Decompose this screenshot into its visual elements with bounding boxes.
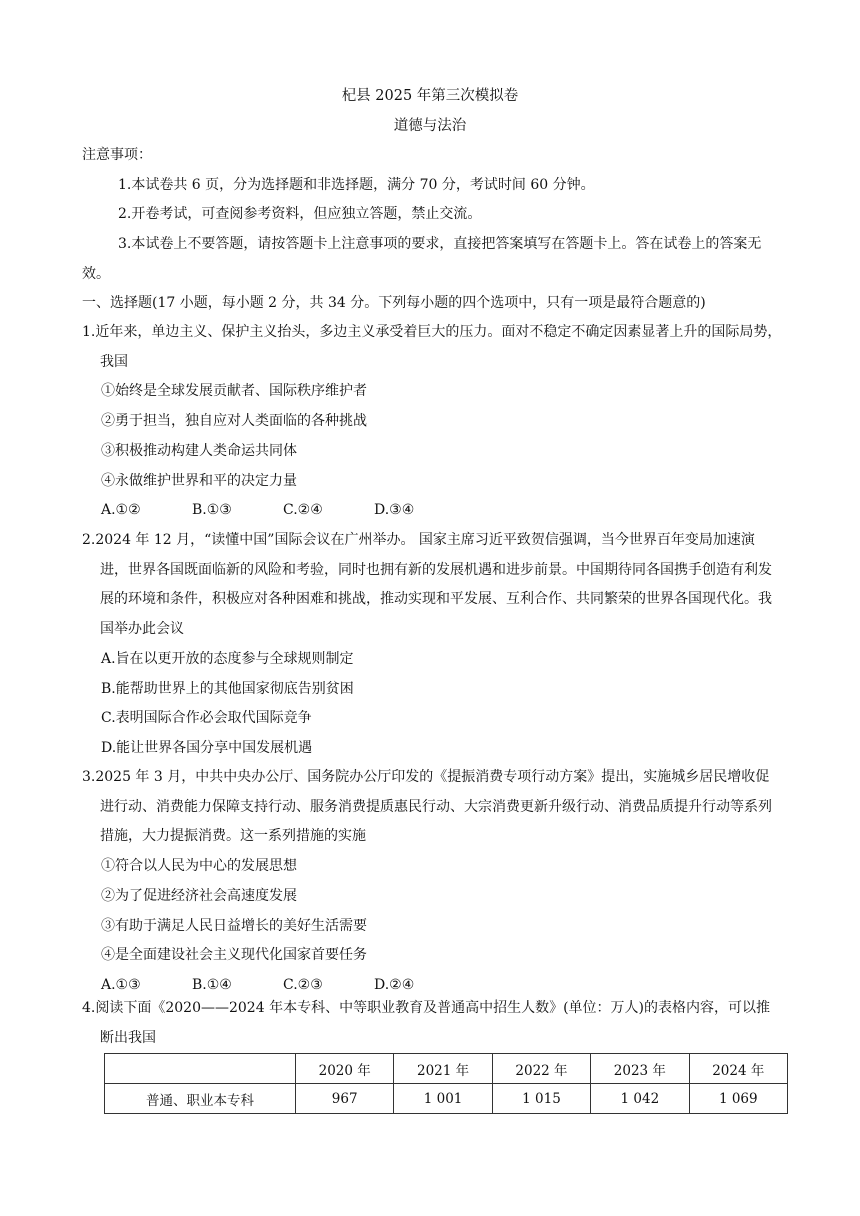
question-option: A.旨在以更开放的态度参与全球规则制定: [101, 650, 354, 667]
table-header-cell: 2024 年: [689, 1054, 787, 1084]
question-3: [82, 763, 782, 1001]
table-header-cell: 2023 年: [591, 1054, 689, 1084]
table-cell: 普通、职业本专科: [105, 1084, 296, 1114]
choice-a: A.①②: [101, 502, 141, 519]
question-option: ②勇于担当，独自应对人类面临的各种挑战: [101, 413, 367, 430]
question-stem: 2.2024 年 12 月，“读懂中国”国际会议在广州举办。 国家主席习近平致贺信强调，当今世界百年变局加速演进，世界各国既面临新的风险和考验，同时也拥有新的发展机遇和进步前景。中国期待同各国携手创造有利发展的环境和条件，积极应对各种困难和挑战，推动实现和平发展、互利合作、共同繁荣的世界各国现代化。我国举办此会议: [82, 532, 772, 638]
table-header-cell: 2022 年: [492, 1054, 590, 1084]
table-header-cell: [105, 1054, 296, 1084]
table-cell: 1 001: [394, 1084, 492, 1114]
question-option: C.表明国际合作必会取代国际竞争: [101, 710, 312, 727]
notice-item: 2.开卷考试，可查阅参考资料，但应独立答题，禁止交流。: [118, 206, 482, 223]
notice-section: [82, 141, 782, 290]
question-4: [82, 994, 782, 1053]
question-stem: 1.近年来，单边主义、保护主义抬头，多边主义承受着巨大的压力。面对不稳定不确定因素显著上升的国际局势，我国: [82, 324, 782, 370]
question-option: ③有助于满足人民日益增长的美好生活需要: [101, 917, 367, 934]
question-stem: 4.阅读下面《2020——2024 年本专科、中等职业教育及普通高中招生人数》(单位：万人)的表格内容，可以推断出我国: [82, 1000, 770, 1046]
question-option: ②为了促进经济社会高速度发展: [101, 887, 297, 904]
table-row: [105, 1084, 788, 1114]
table-cell: 967: [296, 1084, 394, 1114]
question-option: D.能让世界各国分享中国发展机遇: [101, 739, 313, 756]
question-option: ③积极推动构建人类命运共同体: [101, 442, 297, 459]
notice-heading: 注意事项：: [82, 147, 152, 163]
table-header-cell: 2021 年: [394, 1054, 492, 1084]
choice-b: B.①④: [192, 976, 232, 993]
exam-subject: 道德与法治: [393, 118, 467, 134]
choice-a: A.①③: [101, 976, 141, 993]
question-1: [82, 318, 782, 526]
notice-item: 3.本试卷上不要答题，请按答题卡上注意事项的要求，直接把答案填写在答题卡上。答在试卷上的答案无效。: [82, 236, 762, 282]
table-header-cell: 2020 年: [296, 1054, 394, 1084]
question-option: ④是全面建设社会主义现代化国家首要任务: [101, 947, 367, 964]
exam-title: 杞县 2025 年第三次模拟卷: [341, 88, 519, 104]
table-cell: 1 069: [689, 1084, 787, 1114]
question-option: ①始终是全球发展贡献者、国际秩序维护者: [101, 383, 367, 400]
question-option: ①符合以人民为中心的发展思想: [101, 858, 297, 875]
table-header-row: [105, 1054, 788, 1084]
table-cell: 1 015: [492, 1084, 590, 1114]
question-option: B.能帮助世界上的其他国家彻底告别贫困: [101, 680, 354, 697]
choice-d: D.③④: [374, 502, 415, 519]
question-2: [82, 526, 782, 764]
section-one: [82, 289, 782, 319]
choice-d: D.②④: [374, 976, 415, 993]
choice-c: C.②④: [283, 502, 323, 519]
question-option: ④永做维护世界和平的决定力量: [101, 472, 297, 489]
notice-item: 1.本试卷共 6 页，分为选择题和非选择题，满分 70 分，考试时间 60 分钟。: [118, 176, 595, 193]
choice-c: C.②③: [283, 976, 323, 993]
table-cell: 1 042: [591, 1084, 689, 1114]
section-heading: 一、选择题(17 小题，每小题 2 分，共 34 分。下列每小题的四个选项中，只有一项是最符合题意的): [82, 295, 706, 311]
choice-b: B.①③: [192, 502, 232, 519]
enrollment-table: [104, 1053, 788, 1114]
answer-choices: [82, 496, 782, 526]
question-stem: 3.2025 年 3 月，中共中央办公厅、国务院办公厅印发的《提振消费专项行动方案》提出，实施城乡居民增收促进行动、消费能力保障支持行动、服务消费提质惠民行动、大宗消费更新升级行动、消费品质提升行动等系列措施，大力提振消费。这一系列措施的实施: [82, 769, 772, 845]
